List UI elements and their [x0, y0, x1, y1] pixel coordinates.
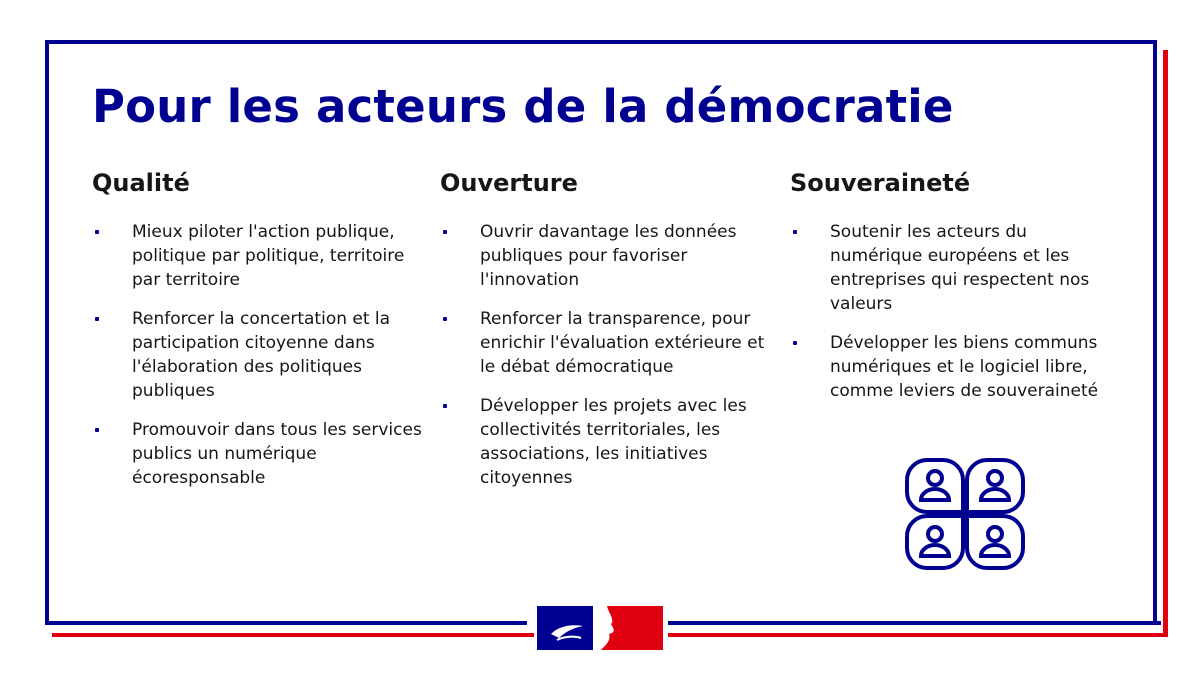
frame-shadow-bottom-right — [668, 633, 1168, 637]
list-item — [440, 307, 770, 379]
column-heading: Ouverture — [440, 169, 578, 197]
frame-shadow-right — [1163, 50, 1168, 637]
list-item-text: Renforcer la transparence, pour enrichir l'évaluation extérieure et le débat démocratique — [480, 309, 765, 377]
bullet-icon — [443, 317, 447, 321]
list-item-text: Développer les biens communs numériques et le logiciel libre, comme leviers de souveraineté — [830, 333, 1099, 401]
list-item — [92, 418, 422, 490]
list-item — [440, 394, 770, 490]
list-item-text: Mieux piloter l'action publique, politique par politique, territoire par territoire — [132, 222, 405, 290]
bullet-icon — [95, 317, 99, 321]
list-item — [92, 307, 422, 403]
column-ouverture — [440, 168, 770, 505]
bullet-list — [790, 220, 1120, 403]
list-item-text: Soutenir les acteurs du numérique européens et les entreprises qui respectent nos valeurs — [830, 222, 1090, 314]
bullet-icon — [793, 230, 797, 234]
bullet-icon — [443, 404, 447, 408]
bullet-list — [92, 220, 422, 490]
list-item-text: Développer les projets avec les collectivités territoriales, les associations, les initiatives citoyennes — [480, 396, 747, 488]
column-souverainete — [790, 168, 1120, 418]
bullet-list — [440, 220, 770, 490]
frame-bottom-left — [45, 621, 527, 625]
frame-bottom-right — [668, 621, 1161, 625]
bullet-icon — [443, 230, 447, 234]
frame-shadow-bottom-left — [52, 633, 534, 637]
column-qualite — [92, 168, 422, 505]
list-item — [92, 220, 422, 292]
list-item — [440, 220, 770, 292]
bullet-icon — [95, 230, 99, 234]
bullet-icon — [793, 341, 797, 345]
column-heading: Souveraineté — [790, 169, 971, 197]
page-title: Pour les acteurs de la démocratie — [92, 80, 954, 133]
list-item — [790, 220, 1120, 316]
community-people-icon — [905, 458, 1025, 570]
marianne-logo — [537, 600, 663, 656]
column-heading: Qualité — [92, 169, 190, 197]
bullet-icon — [95, 428, 99, 432]
list-item-text: Renforcer la concertation et la participation citoyenne dans l'élaboration des politiques publiques — [132, 309, 391, 401]
list-item-text: Ouvrir davantage les données publiques pour favoriser l'innovation — [480, 222, 737, 290]
list-item-text: Promouvoir dans tous les services publics un numérique écoresponsable — [132, 420, 422, 488]
list-item — [790, 331, 1120, 403]
